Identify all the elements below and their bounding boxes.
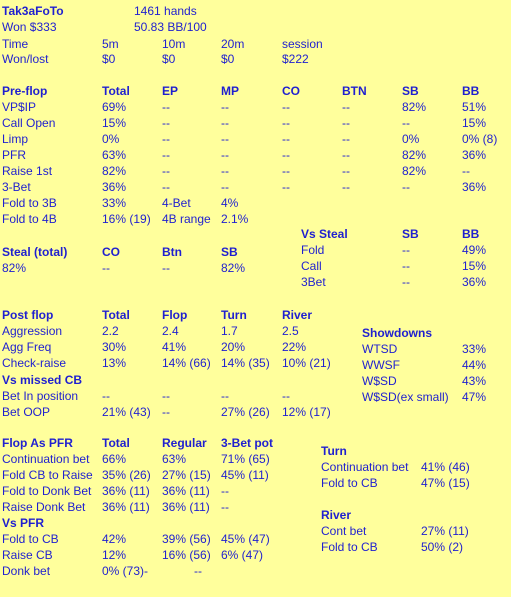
postflop-row-label: Aggression [2,324,63,338]
postflop-title: Post flop [2,308,54,322]
preflop-cell: 82% [402,164,427,178]
preflop-cell: 15% [102,116,127,130]
showdown-value: 44% [462,358,487,372]
flop-pfr-cell: 35% (26) [102,468,151,482]
river-title: River [321,508,352,522]
postflop-row-label: Agg Freq [2,340,52,354]
vs-steal-3bet-sb: -- [402,275,410,289]
hands-count: 1461 hands [134,4,197,18]
missed-cb-cell: -- [162,389,170,403]
bb-per-100: 50.83 BB/100 [134,20,207,34]
postflop-cell: 14% (35) [221,356,270,370]
flop-pfr-cell: 36% (11) [102,484,150,498]
showdown-label: W$SD [362,374,397,388]
flop-pfr-row-label: Fold CB to Raise [2,468,93,482]
postflop-cell: 2.2 [102,324,119,338]
preflop-cell: -- [221,100,229,114]
preflop-cell: -- [342,132,350,146]
preflop-cell: -- [462,164,470,178]
preflop-row-label: 3-Bet [2,180,31,194]
preflop-cell: -- [162,132,170,146]
flop-pfr-cell: 63% [162,452,187,466]
preflop-cell: 82% [402,100,427,114]
vs-pfr-cell: 12% [102,548,127,562]
missed-cb-cell: -- [282,389,290,403]
four-bet-value: 4% [221,196,239,210]
fold-to-3b-value: 33% [102,196,127,210]
flop-pfr-cell: 71% (65) [221,452,270,466]
preflop-row-label: VP$IP [2,100,37,114]
fold-to-4b-value: 16% (19) [102,212,151,226]
preflop-row-label: Call Open [2,116,56,130]
turn-cbet-value: 41% (46) [421,460,470,474]
wonlost-label: Won/lost [2,52,49,66]
preflop-cell: 36% [102,180,127,194]
showdown-value: 47% [462,390,487,404]
preflop-title: Pre-flop [2,84,48,98]
missed-cb-cell: -- [221,389,229,403]
preflop-cell: -- [162,148,170,162]
flop-pfr-cell: 36% (11) [162,500,210,514]
preflop-cell: 15% [462,116,487,130]
vs-steal-3bet-bb: 36% [462,275,487,289]
preflop-row-label: PFR [2,148,26,162]
steal-col-sb: SB [221,245,238,259]
wonlost-10m: $0 [162,52,176,66]
preflop-cell: -- [162,164,170,178]
vs-pfr-cell: 0% (73)- [102,564,149,578]
showdown-label: W$SD(ex small) [362,390,449,404]
preflop-col-sb: SB [402,84,419,98]
postflop-cell: 2.5 [282,324,299,338]
preflop-cell: -- [342,116,350,130]
vs-steal-col-sb: SB [402,227,419,241]
flop-pfr-cell: -- [221,484,229,498]
missed-cb-cell: 27% (26) [221,405,270,419]
steal-col-co: CO [102,245,120,259]
vs-steal-3bet-label: 3Bet [301,275,326,289]
preflop-row-label: Limp [2,132,29,146]
preflop-row-label: Raise 1st [2,164,53,178]
flop-pfr-col-3bet: 3-Bet pot [221,436,273,450]
preflop-cell: -- [282,116,290,130]
wonlost-session: $222 [282,52,309,66]
won-amount: Won $333 [2,20,57,34]
fold-to-3b-label: Fold to 3B [2,196,57,210]
turn-cbet-label: Continuation bet [321,460,409,474]
preflop-cell: 0% [102,132,120,146]
turn-fold-cb-label: Fold to CB [321,476,378,490]
postflop-cell: 13% [102,356,127,370]
missed-cb-cell: 12% (17) [282,405,331,419]
flop-pfr-row-label: Continuation bet [2,452,90,466]
river-fold-cb-label: Fold to CB [321,540,378,554]
preflop-col-btn: BTN [342,84,367,98]
showdown-label: WWSF [362,358,400,372]
preflop-col-co: CO [282,84,300,98]
flop-pfr-cell: 36% (11) [102,500,150,514]
preflop-cell: -- [402,116,410,130]
postflop-col-river: River [282,308,313,322]
missed-cb-cell: 21% (43) [102,405,151,419]
missed-cb-cell: -- [102,389,110,403]
postflop-cell: 2.4 [162,324,179,338]
steal-co: -- [102,261,110,275]
preflop-cell: 82% [402,148,427,162]
vs-pfr-cell: 6% (47) [221,548,264,562]
steal-title: Steal (total) [2,245,68,259]
preflop-cell: 63% [102,148,127,162]
postflop-row-label: Check-raise [2,356,67,370]
preflop-cell: 36% [462,148,487,162]
preflop-cell: -- [402,180,410,194]
flop-pfr-row-label: Raise Donk Bet [2,500,86,514]
postflop-cell: 22% [282,340,307,354]
flop-pfr-row-label: Fold to Donk Bet [2,484,92,498]
four-bet-range-label: 4B range [162,212,211,226]
vs-pfr-cell: -- [194,564,202,578]
flop-pfr-col-total: Total [102,436,130,450]
missed-cb-cell: -- [162,405,170,419]
vs-steal-call-label: Call [301,259,322,273]
time-col-session: session [282,37,323,51]
time-col-10m: 10m [162,37,186,51]
showdown-value: 33% [462,342,487,356]
preflop-cell: 51% [462,100,487,114]
preflop-cell: -- [282,148,290,162]
postflop-cell: 20% [221,340,246,354]
preflop-cell: -- [221,180,229,194]
river-cbet-value: 27% (11) [421,524,469,538]
preflop-col-bb: BB [462,84,480,98]
time-label: Time [2,37,29,51]
preflop-cell: 82% [102,164,127,178]
flop-pfr-col-regular: Regular [162,436,207,450]
postflop-cell: 14% (66) [162,356,211,370]
preflop-cell: -- [282,164,290,178]
fold-to-4b-label: Fold to 4B [2,212,57,226]
preflop-cell: 0% [402,132,420,146]
preflop-cell: -- [221,132,229,146]
preflop-cell: -- [162,180,170,194]
preflop-cell: -- [221,148,229,162]
river-cbet-label: Cont bet [321,524,367,538]
postflop-cell: 41% [162,340,187,354]
preflop-col-total: Total [102,84,130,98]
vs-pfr-row-label: Donk bet [2,564,51,578]
vs-steal-fold-sb: -- [402,243,410,257]
four-bet-label: 4-Bet [162,196,191,210]
steal-col-btn: Btn [162,245,182,259]
vs-steal-col-bb: BB [462,227,480,241]
turn-fold-cb-value: 47% (15) [421,476,470,490]
preflop-cell: 69% [102,100,127,114]
preflop-cell: 36% [462,180,487,194]
vs-pfr-cell: 39% (56) [162,532,211,546]
player-name: Tak3aFoTo [2,4,64,18]
postflop-col-flop: Flop [162,308,188,322]
steal-total: 82% [2,261,27,275]
postflop-cell: 10% (21) [282,356,331,370]
vs-steal-title: Vs Steal [301,227,348,241]
flop-pfr-cell: -- [221,500,229,514]
steal-btn: -- [162,261,170,275]
postflop-cell: 1.7 [221,324,238,338]
vs-pfr-cell: 16% (56) [162,548,211,562]
wonlost-20m: $0 [221,52,235,66]
preflop-cell: -- [282,100,290,114]
preflop-cell: -- [342,148,350,162]
vs-missed-cb-title: Vs missed CB [2,373,83,387]
preflop-cell: -- [221,164,229,178]
time-col-5m: 5m [102,37,119,51]
flop-pfr-cell: 27% (15) [162,468,211,482]
showdowns-title: Showdowns [362,326,432,340]
vs-pfr-title: Vs PFR [2,516,45,530]
preflop-cell: 0% (8) [462,132,498,146]
vs-steal-call-sb: -- [402,259,410,273]
four-bet-range-value: 2.1% [221,212,249,226]
flop-pfr-cell: 36% (11) [162,484,210,498]
turn-title: Turn [321,444,347,458]
preflop-cell: -- [342,100,350,114]
flop-pfr-title: Flop As PFR [2,436,73,450]
flop-pfr-cell: 45% (11) [221,468,269,482]
vs-steal-call-bb: 15% [462,259,487,273]
showdown-label: WTSD [362,342,398,356]
preflop-cell: -- [342,164,350,178]
steal-sb: 82% [221,261,246,275]
vs-pfr-row-label: Raise CB [2,548,53,562]
showdown-value: 43% [462,374,487,388]
vs-pfr-cell: 42% [102,532,127,546]
preflop-cell: -- [342,180,350,194]
time-col-20m: 20m [221,37,245,51]
vs-steal-fold-bb: 49% [462,243,487,257]
flop-pfr-cell: 66% [102,452,127,466]
postflop-col-total: Total [102,308,130,322]
postflop-col-turn: Turn [221,308,247,322]
preflop-cell: -- [282,132,290,146]
missed-cb-row-label: Bet In position [2,389,79,403]
preflop-cell: -- [162,116,170,130]
preflop-col-ep: EP [162,84,179,98]
preflop-col-mp: MP [221,84,239,98]
river-fold-cb-value: 50% (2) [421,540,464,554]
preflop-cell: -- [221,116,229,130]
wonlost-5m: $0 [102,52,116,66]
postflop-cell: 30% [102,340,127,354]
preflop-cell: -- [162,100,170,114]
missed-cb-row-label: Bet OOP [2,405,51,419]
vs-steal-fold-label: Fold [301,243,325,257]
preflop-cell: -- [282,180,290,194]
vs-pfr-cell: 45% (47) [221,532,270,546]
vs-pfr-row-label: Fold to CB [2,532,59,546]
